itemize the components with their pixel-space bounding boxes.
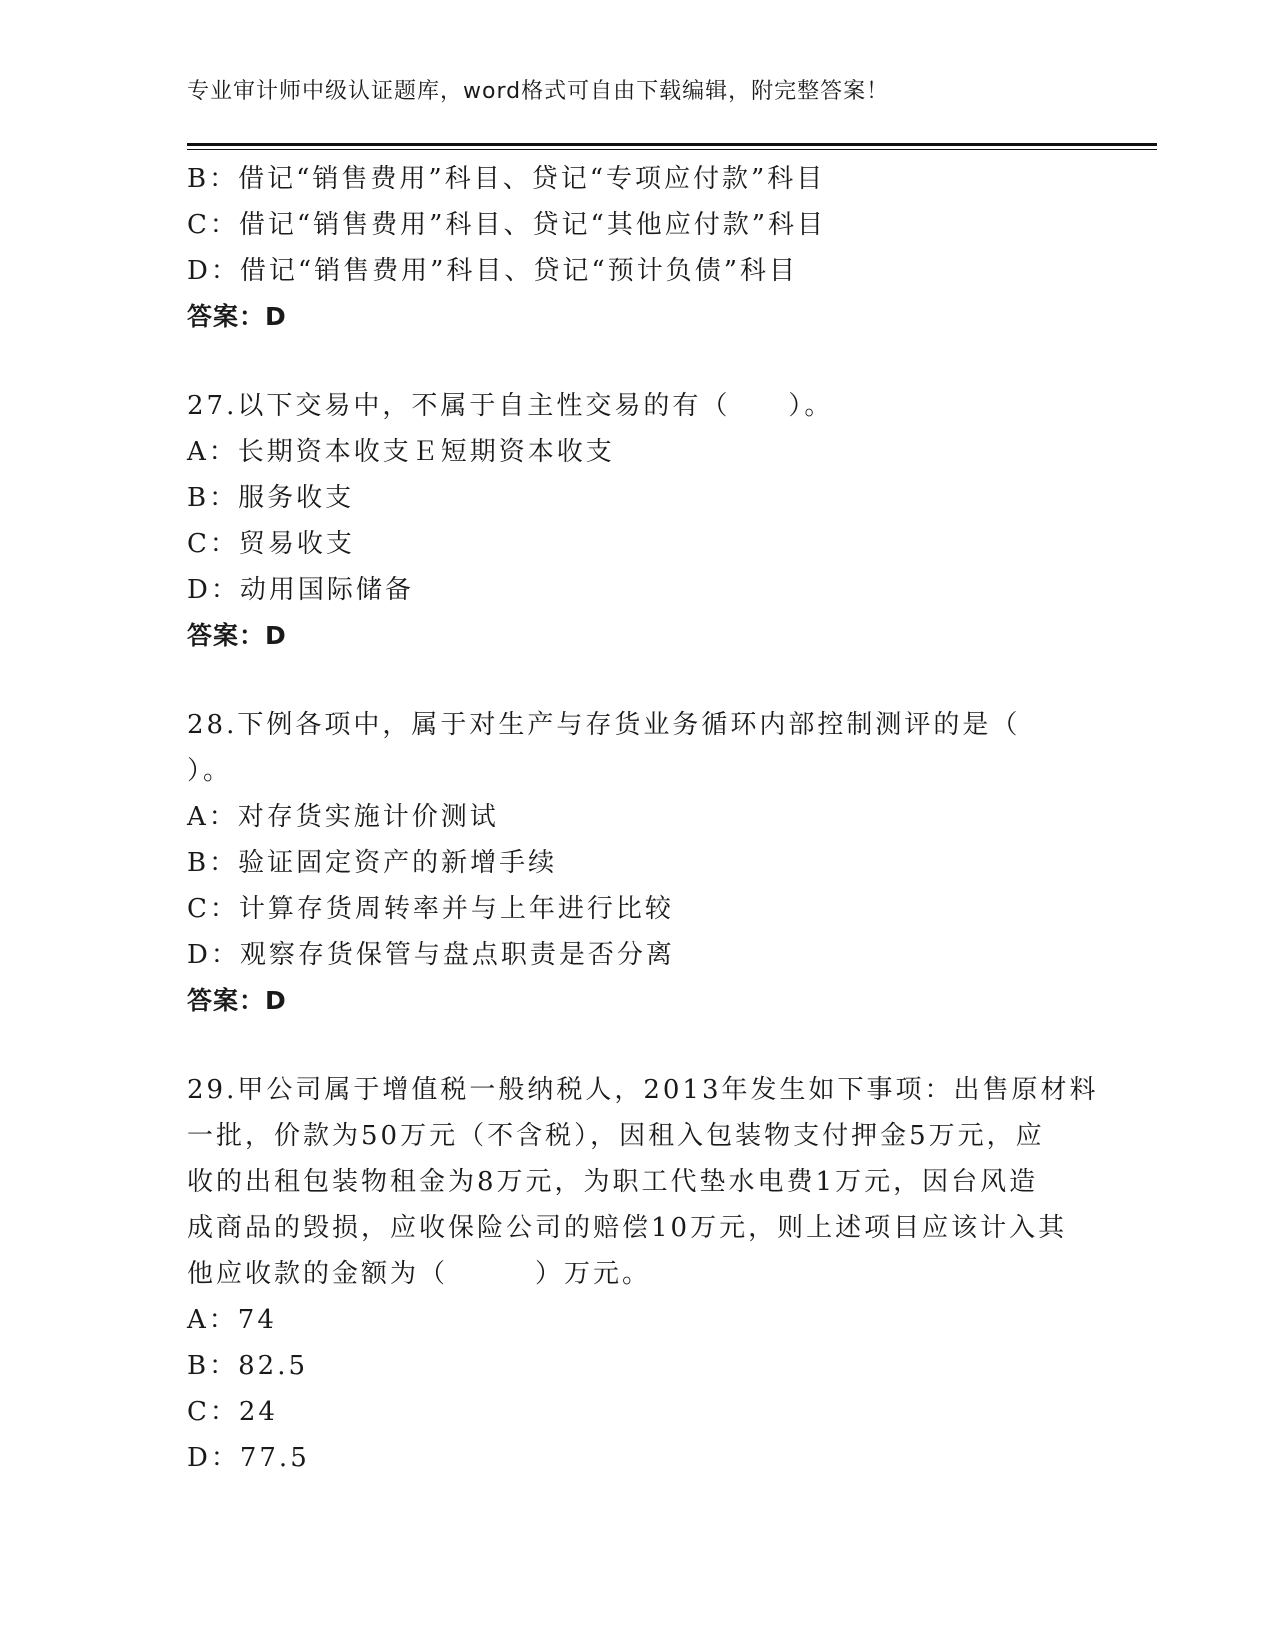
question-27 <box>187 383 1087 659</box>
option-b: B：验证固定资产的新增手续 <box>187 848 558 878</box>
question-stem-continued: 收的出租包装物租金为8万元，为职工代垫水电费1万元，因台风造 <box>187 1167 1039 1197</box>
option-a: A：对存货实施计价测试 <box>187 802 499 832</box>
answer-line: 答案：D <box>187 302 287 331</box>
option-d: D：动用国际储备 <box>187 575 414 605</box>
question-block-continued <box>187 156 1087 340</box>
spacer <box>187 340 1087 383</box>
exam-content <box>187 156 1099 1481</box>
question-28 <box>187 702 1087 1024</box>
option-b: B：借记“销售费用”科目、贷记“专项应付款”科目 <box>187 164 826 194</box>
question-stem: 29.甲公司属于增值税一般纳税人，2013年发生如下事项：出售原材料 <box>187 1075 1099 1105</box>
option-c: C：借记“销售费用”科目、贷记“其他应付款”科目 <box>187 210 827 240</box>
option-c: C：24 <box>187 1397 278 1427</box>
option-b: B：服务收支 <box>187 483 355 513</box>
question-stem-continued: ）。 <box>187 756 233 786</box>
answer-line: 答案：D <box>187 621 287 650</box>
option-d: D：观察存货保管与盘点职责是否分离 <box>187 940 675 970</box>
page-header: 专业审计师中级认证题库，word格式可自由下载编辑，附完整答案！ <box>187 79 890 104</box>
question-stem-continued: 一批，价款为50万元（不含税），因租入包装物支付押金5万元，应 <box>187 1121 1045 1151</box>
option-d: D：借记“销售费用”科目、贷记“预计负债”科目 <box>187 256 799 286</box>
option-c: C：贸易收支 <box>187 529 355 559</box>
option-d: D：77.5 <box>187 1443 310 1473</box>
spacer <box>187 1024 1087 1067</box>
question-stem-continued: 他应收款的金额为（ ）万元。 <box>187 1259 652 1289</box>
answer-line: 答案：D <box>187 986 287 1015</box>
question-stem-continued: 成商品的毁损，应收保险公司的赔偿10万元，则上述项目应该计入其 <box>187 1213 1068 1243</box>
question-stem: 28.下例各项中，属于对生产与存货业务循环内部控制测评的是（ <box>187 710 1021 740</box>
spacer <box>187 659 1087 702</box>
option-b: B：82.5 <box>187 1351 308 1381</box>
option-a: A：74 <box>187 1305 277 1335</box>
option-c: C：计算存货周转率并与上年进行比较 <box>187 894 674 924</box>
question-stem: 27.以下交易中，不属于自主性交易的有（ ）。 <box>187 391 834 421</box>
question-29 <box>187 1067 1099 1481</box>
header-rule-thick <box>187 143 1157 146</box>
header-rule-thin <box>187 149 1157 150</box>
option-a: A：长期资本收支Ｅ短期资本收支 <box>187 437 615 467</box>
